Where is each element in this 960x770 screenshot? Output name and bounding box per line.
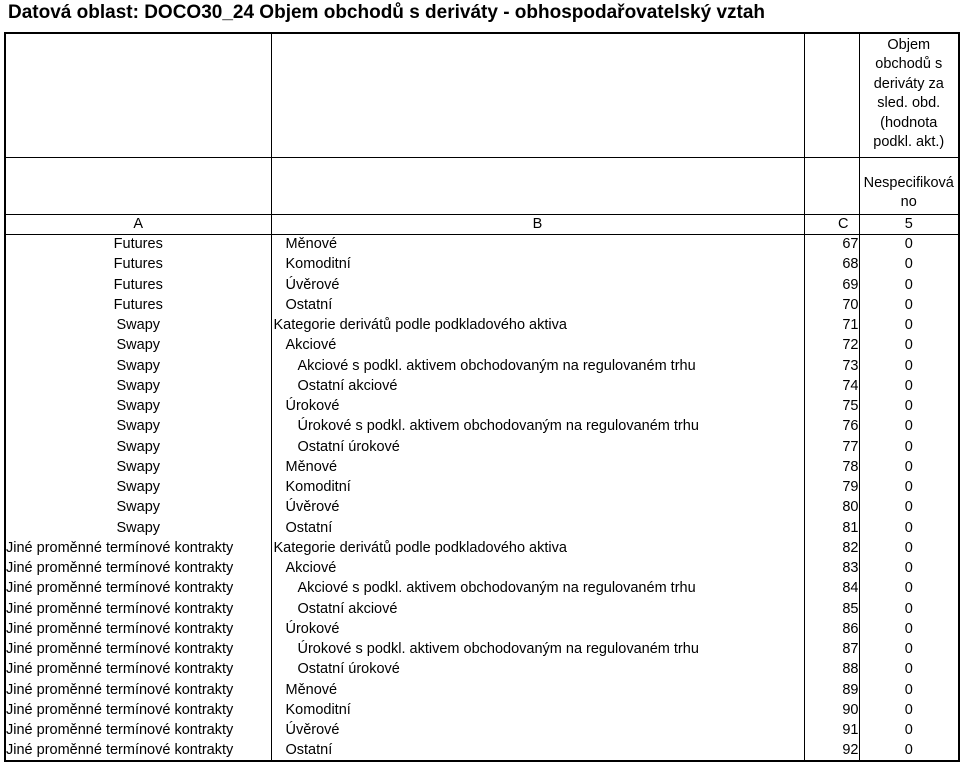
header-cell-b-mid	[271, 157, 804, 214]
cell-type: Jiné proměnné termínové kontrakty	[5, 740, 271, 760]
cell-type: Jiné proměnné termínové kontrakty	[5, 639, 271, 659]
cell-type: Swapy	[5, 396, 271, 416]
cell-type: Swapy	[5, 477, 271, 497]
cell-type: Futures	[5, 275, 271, 295]
cell-category: Měnové	[271, 234, 804, 254]
cell-type: Swapy	[5, 518, 271, 538]
table-row	[5, 700, 959, 720]
header-row-top	[5, 33, 959, 157]
table-row	[5, 599, 959, 619]
cell-category: Ostatní úrokové	[271, 437, 804, 457]
cell-row-code: 89	[804, 680, 859, 700]
table-row	[5, 396, 959, 416]
header-line: podkl. akt.)	[873, 134, 945, 150]
cell-row-code: 91	[804, 720, 859, 740]
cell-category: Ostatní akciové	[271, 376, 804, 396]
table-row	[5, 659, 959, 679]
cell-value: 0	[904, 519, 913, 536]
header-line: no	[900, 193, 917, 210]
cell-value: 0	[904, 296, 913, 313]
cell-category: Úrokové s podkl. aktivem obchodovaným na regulovaném trhu	[271, 639, 804, 659]
header-line: Objem	[887, 36, 931, 53]
table-row	[5, 680, 959, 700]
header-line: (hodnota	[880, 114, 938, 131]
cell-row-code: 86	[804, 619, 859, 639]
cell-row-code: 74	[804, 376, 859, 396]
cell-row-code: 78	[804, 457, 859, 477]
header-line: deriváty za	[873, 75, 944, 92]
cell-value: 0	[904, 418, 913, 435]
cell-row-code: 79	[804, 477, 859, 497]
cell-value: 0	[904, 276, 913, 293]
cell-category: Akciové s podkl. aktivem obchodovaným na regulovaném trhu	[271, 356, 804, 376]
header-cell-c-mid	[804, 157, 859, 214]
cell-type: Jiné proměnné termínové kontrakty	[5, 680, 271, 700]
cell-type: Jiné proměnné termínové kontrakty	[5, 720, 271, 740]
cell-row-code: 92	[804, 740, 859, 760]
table-row	[5, 295, 959, 315]
cell-value: 0	[904, 600, 913, 617]
table-row	[5, 538, 959, 558]
column-code-b: B	[271, 214, 804, 234]
table-row	[5, 356, 959, 376]
cell-row-code: 82	[804, 538, 859, 558]
table-row	[5, 234, 959, 254]
cell-row-code: 69	[804, 275, 859, 295]
cell-value: 0	[904, 722, 913, 739]
table-row	[5, 254, 959, 274]
header-cell-b-top	[271, 33, 804, 157]
table-row	[5, 437, 959, 457]
cell-type: Jiné proměnné termínové kontrakty	[5, 700, 271, 720]
cell-category: Úvěrové	[271, 720, 804, 740]
cell-row-code: 80	[804, 497, 859, 517]
column-header-objem-text	[869, 36, 949, 153]
cell-value: 0	[904, 681, 913, 698]
cell-value: 0	[904, 580, 913, 597]
cell-category: Ostatní úrokové	[271, 659, 804, 679]
table-row	[5, 578, 959, 598]
cell-category: Úvěrové	[271, 275, 804, 295]
cell-category: Úrokové s podkl. aktivem obchodovaným na regulovaném trhu	[271, 416, 804, 436]
cell-row-code: 83	[804, 558, 859, 578]
cell-value: 0	[904, 438, 913, 455]
cell-value: 0	[904, 701, 913, 718]
cell-type: Futures	[5, 254, 271, 274]
header-cell-a-mid	[5, 157, 271, 214]
cell-category: Kategorie derivátů podle podkladového aktiva	[271, 538, 804, 558]
data-table	[4, 32, 960, 762]
cell-row-code: 71	[804, 315, 859, 335]
cell-type: Jiné proměnné termínové kontrakty	[5, 659, 271, 679]
column-code-a: A	[5, 214, 271, 234]
cell-type: Jiné proměnné termínové kontrakty	[5, 558, 271, 578]
cell-category: Kategorie derivátů podle podkladového aktiva	[271, 315, 804, 335]
cell-value: 0	[904, 539, 913, 556]
cell-category: Akciové s podkl. aktivem obchodovaným na regulovaném trhu	[271, 578, 804, 598]
table-row	[5, 639, 959, 659]
cell-value: 0	[904, 398, 913, 415]
cell-type: Swapy	[5, 437, 271, 457]
table-row	[5, 275, 959, 295]
cell-type: Jiné proměnné termínové kontrakty	[5, 578, 271, 598]
table-row	[5, 416, 959, 436]
cell-category: Měnové	[271, 457, 804, 477]
cell-type: Futures	[5, 234, 271, 254]
cell-row-code: 72	[804, 335, 859, 355]
cell-value: 0	[904, 661, 913, 678]
header-line: obchodů s	[875, 56, 943, 72]
cell-row-code: 76	[804, 416, 859, 436]
cell-row-code: 81	[804, 518, 859, 538]
cell-category: Úvěrové	[271, 497, 804, 517]
cell-value: 0	[904, 357, 913, 374]
cell-category: Ostatní	[271, 518, 804, 538]
cell-value: 0	[904, 458, 913, 475]
table-row	[5, 376, 959, 396]
cell-row-code: 75	[804, 396, 859, 416]
cell-row-code: 87	[804, 639, 859, 659]
cell-value: 0	[904, 256, 913, 273]
cell-type: Jiné proměnné termínové kontrakty	[5, 599, 271, 619]
cell-value: 0	[904, 337, 913, 354]
cell-category: Ostatní akciové	[271, 599, 804, 619]
cell-type: Swapy	[5, 356, 271, 376]
header-line: Nespecifiková	[863, 174, 954, 191]
header-cell-a-top	[5, 33, 271, 157]
cell-row-code: 67	[804, 234, 859, 254]
cell-value: 0	[904, 741, 913, 758]
cell-row-code: 70	[804, 295, 859, 315]
page-title: Datová oblast: DOCO30_24 Objem obchodů s deriváty - obhospodařovatelský vztah	[8, 2, 766, 23]
cell-type: Futures	[5, 295, 271, 315]
table-row	[5, 315, 959, 335]
table-row	[5, 518, 959, 538]
cell-value: 0	[904, 236, 913, 253]
cell-row-code: 88	[804, 659, 859, 679]
header-line: sled. obd.	[877, 95, 941, 111]
table-row	[5, 720, 959, 740]
cell-category: Komoditní	[271, 477, 804, 497]
column-header-objem	[859, 33, 959, 157]
table-row	[5, 457, 959, 477]
cell-value: 0	[904, 377, 913, 394]
cell-value: 0	[904, 560, 913, 577]
cell-row-code: 68	[804, 254, 859, 274]
header-row-mid	[5, 157, 959, 214]
cell-row-code: 85	[804, 599, 859, 619]
cell-row-code: 84	[804, 578, 859, 598]
table-row	[5, 497, 959, 517]
cell-value: 0	[904, 620, 913, 637]
table-header	[5, 33, 959, 234]
cell-row-code: 77	[804, 437, 859, 457]
column-header-nespecifikovano	[859, 157, 959, 214]
table-row	[5, 477, 959, 497]
cell-row-code: 90	[804, 700, 859, 720]
cell-type: Swapy	[5, 335, 271, 355]
cell-type: Swapy	[5, 457, 271, 477]
column-code-c: C	[804, 214, 859, 234]
cell-category: Akciové	[271, 335, 804, 355]
header-row-codes	[5, 214, 959, 234]
cell-category: Komoditní	[271, 700, 804, 720]
cell-value: 0	[904, 317, 913, 334]
table-row	[5, 335, 959, 355]
cell-category: Úrokové	[271, 396, 804, 416]
cell-type: Swapy	[5, 315, 271, 335]
cell-value: 0	[904, 641, 913, 658]
cell-value: 0	[904, 479, 913, 496]
column-code-5: 5	[859, 214, 959, 234]
cell-type: Jiné proměnné termínové kontrakty	[5, 538, 271, 558]
cell-row-code: 73	[804, 356, 859, 376]
cell-type: Jiné proměnné termínové kontrakty	[5, 619, 271, 639]
cell-category: Měnové	[271, 680, 804, 700]
cell-type: Swapy	[5, 376, 271, 396]
cell-category: Ostatní	[271, 740, 804, 760]
table-row	[5, 619, 959, 639]
cell-type: Swapy	[5, 497, 271, 517]
cell-type: Swapy	[5, 416, 271, 436]
cell-value: 0	[904, 499, 913, 516]
table-row	[5, 558, 959, 578]
cell-category: Ostatní	[271, 295, 804, 315]
cell-category: Komoditní	[271, 254, 804, 274]
table-row	[5, 740, 959, 760]
cell-category: Akciové	[271, 558, 804, 578]
table-body	[5, 234, 959, 761]
cell-category: Úrokové	[271, 619, 804, 639]
header-cell-c-top	[804, 33, 859, 157]
